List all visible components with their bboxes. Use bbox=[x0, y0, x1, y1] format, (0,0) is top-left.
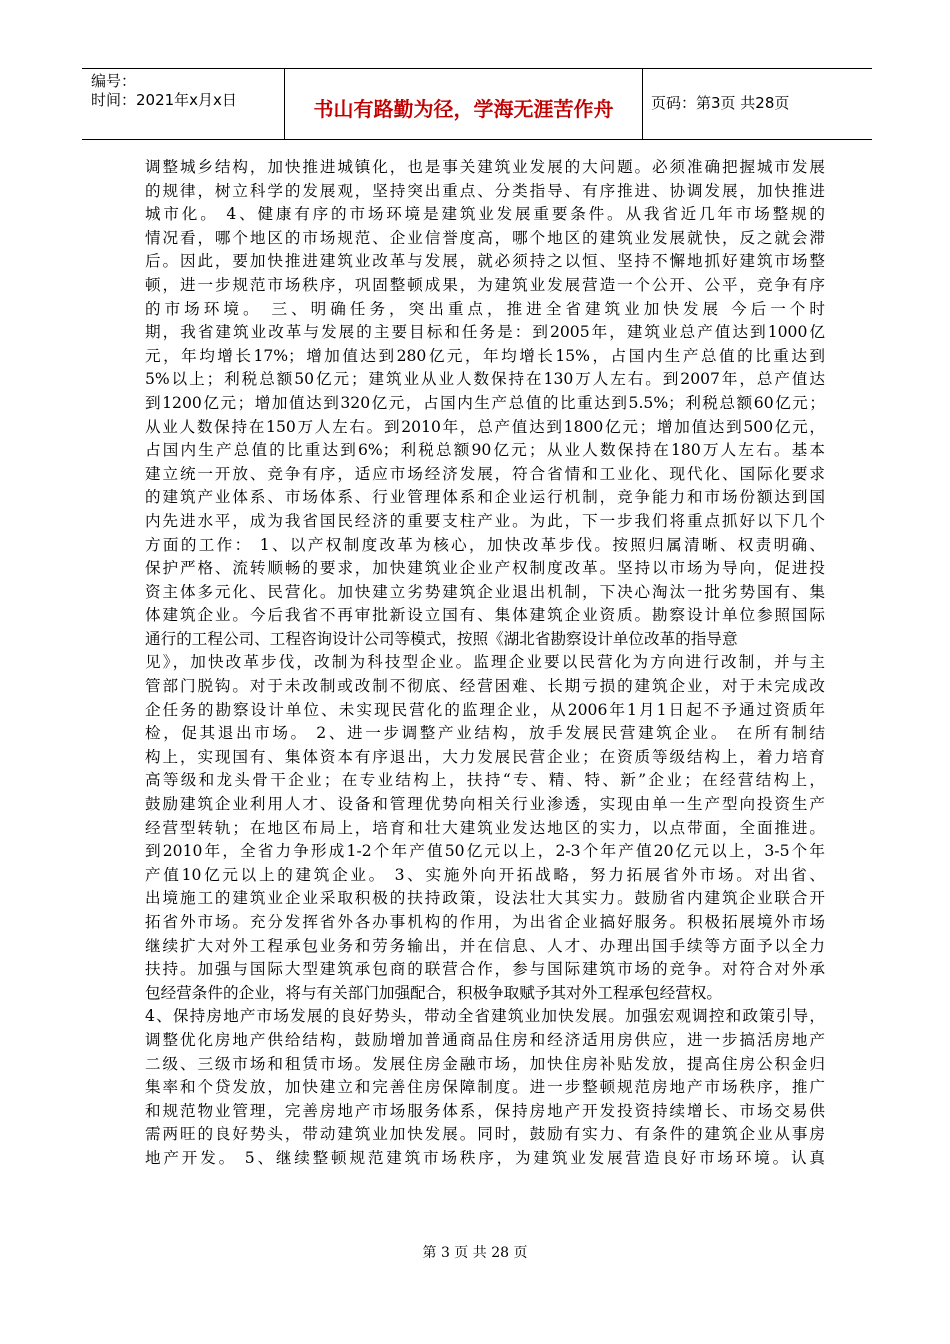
body-line: 包经营条件的企业，将与有关部门加强配合，积极争取赋予其对外工程承包经营权。 bbox=[145, 983, 722, 1002]
body-line: 企任务的勘察设计单位、未实现民营化的监理企业，从2006年1月1日起不予通过资质年 bbox=[145, 700, 825, 719]
body-line: 地产开发。 5、继续整顿规范建筑市场秩序，为建筑业发展营造良好市场环境。认真 bbox=[145, 1148, 825, 1167]
header-motto-cell bbox=[285, 69, 643, 139]
body-line: 见》，加快改革步伐，改制为科技型企业。监理企业要以民营化为方向进行改制，并与主 bbox=[145, 653, 825, 672]
body-line: 到1200亿元；增加值达到320亿元，占国内生产总值的比重达到5.5%；利税总额60亿元； bbox=[145, 393, 825, 412]
body-line: 方面的工作： 1、以产权制度改革为核心，加快改革步伐。按照归属清晰、权责明确、 bbox=[145, 535, 825, 554]
body-line: 管部门脱钩。对于未改制或改制不彻底、经营困难、长期亏损的建筑企业，对于未完成改 bbox=[145, 677, 825, 696]
body-line: 建立统一开放、竞争有序，适应市场经济发展，符合省情和工业化、现代化、国际化要求 bbox=[145, 464, 825, 483]
body-line: 到2010年，全省力争形成1-2个年产值50亿元以上，2-3个年产值20亿元以上，3-5个年 bbox=[145, 842, 825, 861]
body-line: 后。因此，要加快推进建筑业改革与发展，就必须持之以恒、坚持不懈地抓好建筑市场整 bbox=[145, 252, 825, 271]
header-info-cell bbox=[82, 69, 285, 139]
body-line: 城市化。 4、健康有序的市场环境是建筑业发展重要条件。从我省近几年市场整规的 bbox=[145, 205, 825, 224]
body-line: 的规律，树立科学的发展观，坚持突出重点、分类指导、有序推进、协调发展，加快推进 bbox=[145, 181, 825, 200]
body-line: 的市场环境。 三、明确任务，突出重点，推进全省建筑业加快发展 今后一个时 bbox=[145, 299, 825, 318]
body-line: 4、保持房地产市场发展的良好势头，带动全省建筑业加快发展。加强宏观调控和政策引导， bbox=[145, 1007, 825, 1026]
body-line: 产值10亿元以上的建筑企业。 3、实施外向开拓战略，努力拓展省外市场。对出省、 bbox=[145, 865, 825, 884]
body-line: 调整优化房地产供给结构，鼓励增加普通商品住房和经济适用房供应，进一步搞活房地产 bbox=[145, 1030, 825, 1049]
body-line: 体建筑企业。今后我省不再审批新设立国有、集体建筑企业资质。勘察设计单位参照国际 bbox=[145, 606, 825, 625]
body-line: 顿，进一步规范市场秩序，巩固整顿成果，为建筑业发展营造一个公开、公平，竞争有序 bbox=[145, 275, 825, 294]
body-line: 占国内生产总值的比重达到6%；利税总额90亿元；从业人数保持在180万人左右。基本 bbox=[145, 441, 825, 460]
page-footer: 第 3 页 共 28 页 bbox=[422, 1245, 528, 1261]
body-line: 二级、三级市场和租赁市场。发展住房金融市场，加快住房补贴发放，提高住房公积金归 bbox=[145, 1054, 825, 1073]
body-line: 集率和个贷发放，加快建立和完善住房保障制度。进一步整顿规范房地产市场秩序，推广 bbox=[145, 1078, 825, 1097]
body-line: 5%以上；利税总额50亿元；建筑业从业人数保持在130万人左右。到2007年，总产值达 bbox=[145, 370, 825, 389]
body-line: 从业人数保持在150万人左右。到2010年，总产值达到1800亿元；增加值达到500亿元， bbox=[145, 417, 825, 436]
header-page-number: 页码：第3页 共28页 bbox=[651, 94, 790, 112]
document-date: 时间：2021年x月x日 bbox=[91, 91, 237, 109]
body-line: 需两旺的良好势头，带动建筑业加快发展。同时，鼓励有实力、有条件的建筑企业从事房 bbox=[145, 1125, 825, 1144]
body-line: 拓省外市场。充分发挥省外各办事机构的作用，为出省企业搞好服务。积极拓展境外市场 bbox=[145, 913, 825, 931]
body-line: 高等级和龙头骨干企业；在专业结构上，扶持“专、精、特、新”企业；在经营结构上， bbox=[145, 771, 825, 790]
body-line: 通行的工程公司、工程咨询设计公司等模式，按照《湖北省勘察设计单位改革的指导意 bbox=[145, 629, 738, 648]
body-line: 期，我省建筑业改革与发展的主要目标和任务是：到2005年，建筑业总产值达到1000亿 bbox=[145, 323, 825, 342]
body-line: 扶持。加强与国际大型建筑承包商的联营合作，参与国际建筑市场的竞争。对符合对外承 bbox=[145, 960, 825, 979]
document-body bbox=[145, 156, 825, 1171]
body-line: 情况看，哪个地区的市场规范、企业信誉度高，哪个地区的建筑业发展就快，反之就会滞 bbox=[145, 228, 825, 247]
body-line: 调整城乡结构，加快推进城镇化，也是事关建筑业发展的大问题。必须准确把握城市发展 bbox=[145, 158, 825, 176]
body-line: 继续扩大对外工程承包业务和劳务输出，并在信息、人才、办理出国手续等方面予以全力 bbox=[145, 936, 825, 955]
body-line: 内先进水平，成为我省国民经济的重要支柱产业。为此，下一步我们将重点抓好以下几个 bbox=[145, 511, 825, 530]
header-page-cell bbox=[643, 69, 872, 139]
header-table bbox=[82, 68, 872, 140]
header-motto: 书山有路勤为径，学海无涯苦作舟 bbox=[313, 97, 614, 121]
body-line: 鼓励建筑企业利用人才、设备和管理优势向相关行业渗透，实现由单一生产型向投资生产 bbox=[145, 795, 825, 814]
body-line: 检，促其退出市场。 2、进一步调整产业结构，放手发展民营建筑企业。 在所有制结 bbox=[145, 724, 825, 743]
document-number: 编号： bbox=[91, 72, 137, 90]
body-line: 资主体多元化、民营化。加快建立劣势建筑企业退出机制，下决心淘汰一批劣势国有、集 bbox=[145, 582, 825, 601]
body-line: 和规范物业管理，完善房地产市场服务体系，保持房地产开发投资持续增长、市场交易供 bbox=[145, 1101, 825, 1120]
body-line: 保护严格、流转顺畅的要求，加快建筑业企业产权制度改革。坚持以市场为导向，促进投 bbox=[145, 559, 825, 578]
body-line: 构上，实现国有、集体资本有序退出，大力发展民营企业；在资质等级结构上，着力培育 bbox=[145, 747, 825, 766]
body-line: 元，年均增长17%；增加值达到280亿元，年均增长15%，占国内生产总值的比重达到 bbox=[145, 346, 825, 365]
body-line: 经营型转轨；在地区布局上，培育和壮大建筑业发达地区的实力，以点带面，全面推进。 bbox=[145, 818, 825, 837]
body-line: 的建筑产业体系、市场体系、行业管理体系和企业运行机制，竞争能力和市场份额达到国 bbox=[145, 488, 825, 507]
body-line: 出境施工的建筑业企业采取积极的扶持政策，设法壮大其实力。鼓励省内建筑企业联合开 bbox=[145, 889, 825, 908]
